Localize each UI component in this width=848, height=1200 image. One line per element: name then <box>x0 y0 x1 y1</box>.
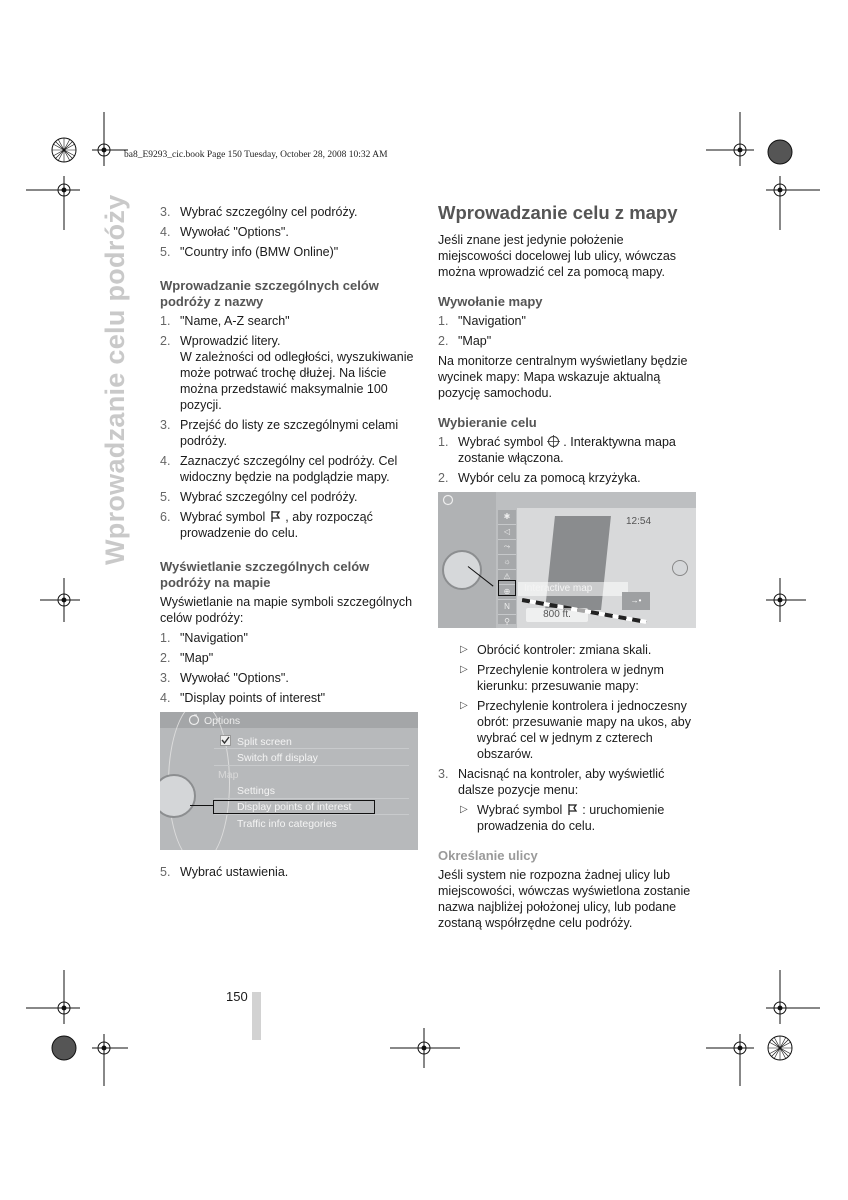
guidance-flag-icon <box>566 803 579 816</box>
list-item: 3. Przejść do listy ze szczególnymi celami podróży. <box>160 418 399 448</box>
bullet-list <box>460 642 700 762</box>
toolbar-icon[interactable]: ⚲ <box>498 615 516 628</box>
list-bottom <box>160 864 422 880</box>
list-item: 4. "Display points of interest" <box>160 691 326 705</box>
callout-line <box>190 805 214 806</box>
list-right-section2 <box>438 434 700 486</box>
list-item: 2. Wprowadzić litery. W zależności od odległości, wyszukiwanie może potrwać trochę dłużej. Na liście można przedstawić maksymalnie 100 pozycji. <box>160 334 414 412</box>
paragraph: Jeśli znane jest jedynie położenie miejscowości docelowej lub ulicy, wówczas można wprowadzić cel za pomocą mapy. <box>438 233 677 279</box>
menu-group-map: Map <box>218 769 239 781</box>
menu-item-split-screen[interactable]: Split screen <box>237 736 292 748</box>
list-section2 <box>160 630 422 706</box>
bullet-triangle-icon: ▷ <box>460 664 468 675</box>
list-top <box>160 204 422 260</box>
bullet-triangle-icon: ▷ <box>460 700 468 711</box>
section-heading: Określanie ulicy <box>438 848 538 863</box>
right-column <box>438 202 700 935</box>
list-right-item3 <box>438 766 700 798</box>
bullet-list-sub <box>460 802 700 834</box>
map-clock: 12:54 <box>626 516 652 527</box>
paragraph: Jeśli system nie rozpozna żadnej ulicy lub miejscowości, wówczas wyświetlona zostanie nazwa najbliżej położonej ulicy, lub podane zostaną współrzędne celu podróży. <box>438 868 691 930</box>
toolbar-icon[interactable]: N <box>498 600 516 615</box>
paragraph: Na monitorze centralnym wyświetlany będzie wycinek mapy: Mapa wskazuje aktualną pozycję samochodu. <box>438 354 688 400</box>
options-menu-screenshot <box>160 712 418 850</box>
left-column <box>160 204 422 884</box>
scale-distance: 800 ft. <box>526 608 588 622</box>
toolbar-icon[interactable]: ✱ <box>498 510 516 525</box>
section-heading: Wywołanie mapy <box>438 294 543 309</box>
list-item: 4. Wywołać "Options". <box>160 225 289 239</box>
selection-highlight <box>213 800 375 814</box>
list-item: 1. "Navigation" <box>438 314 526 328</box>
toolbar-icon[interactable]: ◁ <box>498 525 516 540</box>
list-item: 3. Nacisnąć na kontroler, aby wyświetlić dalsze pozycje menu: <box>438 767 665 797</box>
list-item: 1. "Navigation" <box>160 631 248 645</box>
section-heading: Wyświetlanie szczególnych celów podróży na mapie <box>160 559 370 590</box>
list-item: 3. Wybrać szczególny cel podróży. <box>160 205 358 219</box>
paragraph: Wyświetlanie na mapie symboli szczególnych celów podróży: <box>160 595 413 625</box>
side-title-text: Wprowadzanie celu podróży <box>100 194 130 565</box>
bullet-item: ▷ Obrócić kontroler: zmiana skali. <box>460 643 652 657</box>
side-title <box>100 194 140 565</box>
list-right-section1 <box>438 313 700 349</box>
list-item: 4. Zaznaczyć szczególny cel podróży. Cel widoczny będzie na podglądzie mapy. <box>160 454 398 484</box>
menu-item-settings[interactable]: Settings <box>237 785 275 797</box>
toolbar-icon[interactable]: ⤳ <box>498 540 516 555</box>
page-number: 150 <box>226 989 248 1004</box>
toolbar-icon[interactable]: ☼ <box>498 555 516 570</box>
section-heading: Wprowadzanie szczególnych celów podróży z nazwy <box>160 278 379 309</box>
right-knob-icon <box>672 560 688 576</box>
selection-highlight <box>498 580 516 596</box>
list-item: 2. "Map" <box>438 334 492 348</box>
page-tab-marker <box>252 992 261 1040</box>
interactive-map-label: Interactive map <box>518 582 628 596</box>
turn-arrow-icon: →• <box>622 592 650 610</box>
list-item: 2. Wybór celu za pomocą krzyżyka. <box>438 471 641 485</box>
list-item: 2. "Map" <box>160 651 214 665</box>
list-item: 1. "Name, A-Z search" <box>160 314 290 328</box>
checkbox-checked-icon <box>220 735 231 746</box>
bullet-item: ▷ Przechylenie kontrolera w jednym kierunku: przesuwanie mapy: <box>460 663 664 693</box>
map-toolbar <box>498 510 516 624</box>
list-item: 1. Wybrać symbol . Interaktywna mapa zostanie włączona. <box>438 435 676 465</box>
controller-knob-icon <box>442 550 482 590</box>
list-item: 5. "Country info (BMW Online)" <box>160 245 339 259</box>
menu-item-switch-off[interactable]: Switch off display <box>237 752 318 764</box>
bullet-item: ▷ Wybrać symbol : uruchomienie prowadzenia do celu. <box>460 803 665 833</box>
bullet-item: ▷ Przechylenie kontrolera i jednoczesny obrót: przesuwanie mapy na ukos, aby wybrać cel w jednym z czterech obszarów. <box>460 699 692 761</box>
menu-item-display-poi[interactable]: Display points of interest <box>237 801 352 813</box>
list-section1 <box>160 313 422 541</box>
toolbar-icon[interactable]: ⊕ <box>498 585 516 600</box>
bullet-triangle-icon: ▷ <box>460 644 468 655</box>
list-item: 6. Wybrać symbol , aby rozpocząć prowadzenie do celu. <box>160 510 373 540</box>
section-heading: Wybieranie celu <box>438 415 537 430</box>
toolbar-icon[interactable]: ⚠ <box>498 570 516 585</box>
book-header-line: ba8_E9293_cic.book Page 150 Tuesday, October 28, 2008 10:32 AM <box>124 150 388 160</box>
page-title: Wprowadzanie celu z mapy <box>438 202 678 223</box>
list-item: 5. Wybrać szczególny cel podróży. <box>160 490 358 504</box>
interactive-map-icon <box>547 435 560 448</box>
bullet-triangle-icon: ▷ <box>460 804 468 815</box>
list-item: 5. Wybrać ustawienia. <box>160 865 289 879</box>
interactive-map-screenshot <box>438 492 696 628</box>
menu-item-traffic[interactable]: Traffic info categories <box>237 818 337 830</box>
guidance-flag-icon <box>269 510 282 523</box>
list-item: 3. Wywołać "Options". <box>160 671 289 685</box>
back-arrow-icon <box>442 494 454 506</box>
options-title: Options <box>204 715 241 727</box>
